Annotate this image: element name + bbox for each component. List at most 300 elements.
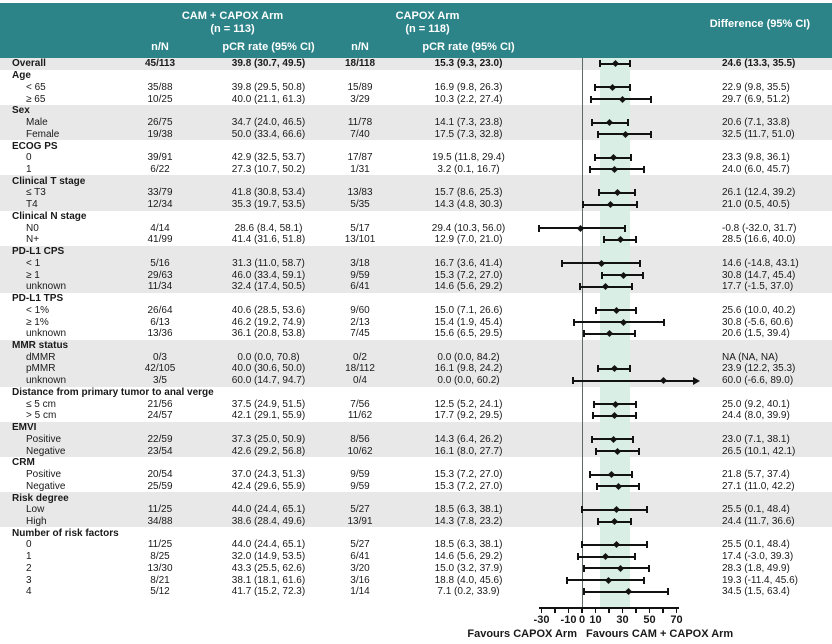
- arrow-right-icon: [693, 377, 700, 385]
- table-row: [0, 93, 832, 105]
- nn-cam-capox: 45/113: [144, 58, 176, 70]
- zero-line: [582, 469, 583, 481]
- row-label: 4: [26, 586, 32, 598]
- nn-capox: 5/17: [350, 222, 370, 234]
- row-label: < 65: [26, 81, 46, 93]
- axis-tick: [595, 609, 597, 613]
- ci-cap-low: [598, 189, 600, 196]
- nn-cam-capox: 8/21: [150, 574, 170, 586]
- ci-cap-low: [590, 96, 592, 103]
- forest-plot-cell: [525, 563, 707, 575]
- row-label: < 1: [26, 257, 41, 269]
- axis-tick-label: 30: [616, 614, 629, 626]
- pcr-capox: 7.1 (0.2, 33.9): [437, 586, 500, 598]
- nn-capox: 1/14: [350, 586, 370, 598]
- ci-cap-high: [631, 283, 633, 290]
- nn-capox: 3/16: [350, 574, 370, 586]
- pcr-capox: 0.0 (0.0, 60.2): [437, 375, 500, 387]
- pcr-capox: 15.3 (7.2, 27.0): [434, 469, 503, 481]
- ci-cap-high: [635, 401, 637, 408]
- group-header-row: [0, 211, 832, 223]
- pcr-cam-capox: 28.6 (8.4, 58.1): [234, 222, 303, 234]
- nn-capox: 8/56: [350, 433, 370, 445]
- ci-cap-low: [573, 319, 575, 326]
- nn-cam-capox: 4/14: [150, 222, 170, 234]
- table-row: [0, 152, 832, 164]
- forest-plot-cell: [525, 387, 707, 399]
- col-header-rate-arm2: pCR rate (95% CI): [422, 41, 515, 53]
- row-label: 2: [26, 562, 32, 574]
- pcr-capox: 18.5 (6.3, 38.1): [434, 504, 503, 516]
- subgroup-name: Distance from primary tumor to anal verge: [12, 386, 214, 398]
- nn-cam-capox: 0/3: [153, 351, 167, 363]
- difference-value: 23.9 (12.2, 35.3): [722, 363, 796, 375]
- pcr-cam-capox: 39.8 (29.5, 50.8): [231, 81, 306, 93]
- table-row: [0, 434, 832, 446]
- table-row: [0, 574, 832, 586]
- nn-cam-capox: 19/38: [147, 128, 173, 140]
- nn-cam-capox: 3/5: [153, 375, 167, 387]
- pcr-capox: 15.7 (8.6, 25.3): [434, 187, 503, 199]
- overall-ci-band: [600, 351, 630, 363]
- group-header-row: [0, 457, 832, 469]
- difference-value: 29.7 (6.9, 51.2): [722, 93, 790, 105]
- nn-capox: 9/59: [350, 269, 370, 281]
- pcr-capox: 14.6 (5.6, 29.2): [434, 551, 503, 563]
- zero-line: [582, 434, 583, 446]
- pcr-capox: 14.3 (6.4, 26.2): [434, 433, 503, 445]
- nn-capox: 3/20: [350, 562, 370, 574]
- forest-plot-cell: [525, 281, 707, 293]
- nn-capox: 13/83: [347, 187, 373, 199]
- pcr-capox: 17.5 (7.3, 32.8): [434, 128, 503, 140]
- zero-line: [582, 152, 583, 164]
- forest-plot-cell: [525, 187, 707, 199]
- table-row: [0, 81, 832, 93]
- zero-line: [582, 93, 583, 105]
- forest-plot-cell: [525, 445, 707, 457]
- forest-plot-cell: [525, 410, 707, 422]
- nn-capox: 5/27: [350, 504, 370, 516]
- zero-line: [582, 516, 583, 528]
- ci-cap-low: [597, 518, 599, 525]
- nn-capox: 6/41: [350, 281, 370, 293]
- pcr-cam-capox: 0.0 (0.0, 70.8): [237, 351, 300, 363]
- zero-line: [582, 563, 583, 575]
- pcr-cam-capox: 31.3 (11.0, 58.7): [232, 257, 305, 269]
- pcr-cam-capox: 42.4 (29.6, 55.9): [231, 480, 306, 492]
- favours-right-label: Favours CAM + CAPOX Arm: [586, 628, 734, 640]
- pcr-cam-capox: 50.0 (33.4, 66.6): [231, 128, 306, 140]
- nn-cam-capox: 42/105: [144, 363, 176, 375]
- zero-line: [582, 351, 583, 363]
- forest-plot-cell: [525, 351, 707, 363]
- table-row: [0, 269, 832, 281]
- forest-plot-cell: [525, 469, 707, 481]
- ci-cap-high: [630, 518, 632, 525]
- nn-capox: 0/2: [353, 351, 367, 363]
- nn-cam-capox: 23/54: [147, 445, 173, 457]
- ci-cap-low: [596, 483, 598, 490]
- difference-value: 30.8 (-5.6, 60.6): [722, 316, 794, 328]
- subgroup-name: PD-L1 TPS: [12, 293, 64, 305]
- difference-value: -0.8 (-32.0, 31.7): [722, 222, 797, 234]
- zero-line: [582, 445, 583, 457]
- zero-line: [582, 58, 583, 70]
- row-label: 3: [26, 574, 32, 586]
- table-row: [0, 187, 832, 199]
- forest-plot-cell: [525, 574, 707, 586]
- zero-line: [582, 246, 583, 258]
- axis-tick: [622, 609, 624, 613]
- pcr-cam-capox: 37.3 (25.0, 50.9): [231, 433, 306, 445]
- table-row: [0, 398, 832, 410]
- pcr-cam-capox: 46.0 (33.4, 59.1): [231, 269, 306, 281]
- row-label: T4: [26, 199, 38, 211]
- difference-value: 27.1 (11.0, 42.2): [722, 480, 795, 492]
- nn-cam-capox: 11/34: [147, 281, 173, 293]
- difference-value: 30.8 (14.7, 45.4): [722, 269, 796, 281]
- zero-line: [582, 234, 583, 246]
- ci-cap-high: [643, 577, 645, 584]
- axis-tick: [608, 609, 610, 613]
- overall-ci-band: [600, 598, 630, 607]
- difference-value: 25.6 (10.0, 40.2): [722, 304, 796, 316]
- axis-tick: [568, 609, 570, 613]
- nn-capox: 18/118: [344, 58, 376, 70]
- zero-line: [582, 422, 583, 434]
- forest-plot-cell: [525, 304, 707, 316]
- pcr-cam-capox: 39.8 (30.7, 49.5): [231, 58, 306, 70]
- pcr-capox: 12.5 (5.2, 24.1): [434, 398, 503, 410]
- table-row: [0, 551, 832, 563]
- pcr-capox: 3.2 (0.1, 16.7): [437, 163, 500, 175]
- nn-cam-capox: 33/79: [147, 187, 173, 199]
- nn-capox: 7/40: [350, 128, 370, 140]
- pcr-cam-capox: 42.6 (29.2, 56.8): [231, 445, 306, 457]
- pcr-capox: 16.1 (8.0, 27.7): [434, 445, 503, 457]
- pcr-capox: 17.7 (9.2, 29.5): [434, 410, 503, 422]
- nn-cam-capox: 13/36: [147, 328, 173, 340]
- table-row: [0, 58, 832, 70]
- zero-line: [582, 527, 583, 539]
- group-header-row: [0, 492, 832, 504]
- forest-plot-cell: [525, 128, 707, 140]
- pcr-capox: 14.3 (4.8, 30.3): [434, 199, 503, 211]
- nn-capox: 3/29: [350, 93, 370, 105]
- pcr-cam-capox: 32.0 (14.9, 53.5): [231, 551, 306, 563]
- difference-value: 17.4 (-3.0, 39.3): [722, 551, 794, 563]
- row-label: ≤ 5 cm: [26, 398, 56, 410]
- zero-line: [582, 410, 583, 422]
- ci-cap-low: [591, 119, 593, 126]
- ci-cap-low: [566, 577, 568, 584]
- nn-capox: 13/91: [347, 516, 373, 527]
- table-row: [0, 516, 832, 528]
- ci-cap-high: [631, 471, 633, 478]
- overall-ci-band: [600, 340, 630, 352]
- zero-line: [582, 117, 583, 129]
- pcr-capox: 15.3 (7.2, 27.0): [434, 269, 503, 281]
- nn-cam-capox: 20/54: [147, 469, 173, 481]
- table-row: [0, 504, 832, 516]
- row-label: N+: [26, 234, 40, 246]
- forest-plot-cell: [525, 480, 707, 492]
- table-row: [0, 117, 832, 129]
- pcr-cam-capox: 40.0 (30.6, 50.0): [231, 363, 306, 375]
- forest-plot-cell: [525, 586, 707, 598]
- ci-cap-high: [642, 272, 644, 279]
- ci-cap-low: [601, 272, 603, 279]
- nn-cam-capox: 13/30: [147, 562, 173, 574]
- ci-cap-low: [595, 448, 597, 455]
- row-label: dMMR: [26, 351, 56, 363]
- table-row: [0, 563, 832, 575]
- zero-line: [582, 164, 583, 176]
- ci-cap-high: [635, 412, 637, 419]
- difference-header: Difference (95% CI): [709, 18, 810, 30]
- pcr-cam-capox: 32.4 (17.4, 50.5): [231, 281, 306, 293]
- ci-cap-high: [629, 365, 631, 372]
- nn-cam-capox: 10/25: [147, 93, 173, 105]
- axis-tick-label: 10: [589, 614, 602, 626]
- overall-ci-band: [600, 211, 630, 223]
- table-row: [0, 281, 832, 293]
- difference-value: NA (NA, NA): [722, 351, 779, 363]
- zero-line: [582, 457, 583, 469]
- ci-cap-high: [638, 448, 640, 455]
- col-header-nn-arm2: n/N: [351, 41, 369, 53]
- row-label: pMMR: [26, 363, 56, 375]
- pcr-cam-capox: 46.2 (19.2, 74.9): [231, 316, 306, 328]
- forest-plot-cell: [525, 175, 707, 187]
- pcr-capox: 14.3 (7.8, 23.2): [434, 516, 503, 527]
- pcr-cam-capox: 37.0 (24.3, 51.3): [231, 469, 306, 481]
- ci-cap-high: [629, 60, 631, 67]
- nn-cam-capox: 6/13: [150, 316, 170, 328]
- pcr-cam-capox: 44.0 (24.4, 65.1): [231, 504, 306, 516]
- ci-cap-high: [639, 260, 641, 267]
- table-body: [0, 58, 832, 598]
- difference-value: 21.8 (5.7, 37.4): [722, 469, 790, 481]
- pcr-capox: 0.0 (0.0, 84.2): [437, 351, 500, 363]
- subgroup-name: EMVI: [12, 422, 37, 434]
- overall-ci-band: [600, 422, 630, 434]
- overall-ci-band: [600, 492, 630, 504]
- axis-tick-label: -10: [560, 614, 577, 626]
- forest-plot-cell: [525, 81, 707, 93]
- axis-tick: [662, 609, 664, 613]
- forest-plot-cell: [525, 199, 707, 211]
- zero-line: [582, 140, 583, 152]
- forest-plot-cell: [525, 234, 707, 246]
- nn-capox: 9/59: [350, 469, 370, 481]
- overall-ci-band: [600, 246, 630, 258]
- table-row: [0, 469, 832, 481]
- forest-plot-cell: [525, 539, 707, 551]
- zero-line: [582, 187, 583, 199]
- axis-tick-label: 70: [670, 614, 683, 626]
- forest-plot-cell: [525, 58, 707, 70]
- difference-value: 25.0 (9.2, 40.1): [722, 398, 790, 410]
- ci-cap-high: [638, 483, 640, 490]
- row-label: Negative: [26, 480, 66, 492]
- table-header: [0, 3, 832, 58]
- row-label: ≥ 1%: [26, 316, 49, 328]
- pcr-cam-capox: 40.6 (28.5, 53.6): [231, 304, 306, 316]
- zero-line: [582, 480, 583, 492]
- row-label: ≥ 65: [26, 93, 46, 105]
- overall-ci-band: [600, 293, 630, 305]
- zero-line: [582, 304, 583, 316]
- forest-plot-cell: [525, 316, 707, 328]
- row-label: 1: [26, 551, 32, 563]
- pcr-cam-capox: 38.1 (18.1, 61.6): [231, 574, 306, 586]
- pcr-capox: 10.3 (2.2, 27.4): [434, 93, 503, 105]
- pcr-cam-capox: 41.8 (30.8, 53.4): [231, 187, 306, 199]
- ci-cap-high: [650, 96, 652, 103]
- group-header-row: [0, 246, 832, 258]
- table-row: [0, 316, 832, 328]
- nn-cam-capox: 6/22: [150, 163, 170, 175]
- forest-plot-cell: [525, 328, 707, 340]
- arm1-n: (n = 113): [210, 23, 255, 35]
- col-header-rate-arm1: pCR rate (95% CI): [222, 41, 315, 53]
- arm2-header: [330, 10, 525, 36]
- point-estimate-marker: [659, 377, 666, 384]
- table-row: [0, 128, 832, 140]
- nn-cam-capox: 21/56: [147, 398, 173, 410]
- group-header-row: [0, 70, 832, 82]
- table-row: [0, 539, 832, 551]
- nn-capox: 3/18: [350, 257, 370, 269]
- pcr-capox: 16.9 (9.8, 26.3): [434, 81, 503, 93]
- nn-capox: 0/4: [353, 375, 367, 387]
- ci-cap-low: [582, 201, 584, 208]
- forest-plot-cell: [525, 211, 707, 223]
- ci-cap-low: [603, 236, 605, 243]
- group-header-row: [0, 175, 832, 187]
- nn-capox: 11/62: [347, 410, 373, 422]
- difference-value: 34.5 (1.5, 63.4): [722, 586, 790, 598]
- nn-cam-capox: 39/91: [147, 152, 173, 164]
- pcr-cam-capox: 41.7 (15.2, 72.3): [231, 586, 306, 598]
- row-label: Female: [26, 128, 60, 140]
- subgroup-name: Clinical T stage: [12, 175, 86, 187]
- forest-plot-cell: [525, 257, 707, 269]
- pcr-cam-capox: 38.6 (28.4, 49.6): [231, 516, 306, 527]
- forest-plot-cell: [525, 457, 707, 469]
- nn-cam-capox: 34/88: [147, 516, 173, 527]
- forest-plot-cell: [525, 504, 707, 516]
- pcr-capox: 15.3 (9.3, 23.0): [434, 58, 503, 70]
- ci-cap-low: [597, 131, 599, 138]
- table-row: [0, 304, 832, 316]
- arm1-header: [135, 10, 330, 36]
- nn-capox: 6/41: [350, 551, 370, 563]
- arm2-title: CAPOX Arm: [395, 10, 460, 22]
- overall-ci-band: [600, 527, 630, 539]
- table-row: [0, 363, 832, 375]
- overall-ci-band: [600, 105, 630, 117]
- pcr-cam-capox: 42.1 (29.1, 55.9): [231, 410, 306, 422]
- subgroup-name: Clinical N stage: [12, 210, 87, 222]
- zero-line: [582, 128, 583, 140]
- ci-cap-low: [583, 330, 585, 337]
- difference-value: 14.6 (-14.8, 43.1): [722, 257, 799, 269]
- pcr-capox: 15.3 (7.2, 27.0): [434, 480, 503, 492]
- zero-line: [582, 269, 583, 281]
- overall-ci-band: [600, 70, 630, 82]
- difference-value: 28.5 (16.6, 40.0): [722, 234, 796, 246]
- difference-value: 28.3 (1.8, 49.9): [722, 562, 790, 574]
- row-label: Low: [26, 504, 45, 516]
- nn-cam-capox: 8/25: [150, 551, 170, 563]
- axis-tick-label: 50: [643, 614, 656, 626]
- arm2-n: (n = 118): [405, 23, 450, 35]
- nn-capox: 9/60: [350, 304, 370, 316]
- zero-line: [582, 105, 583, 117]
- group-header-row: [0, 140, 832, 152]
- row-label: Negative: [26, 445, 66, 457]
- forest-plot-cell: [525, 140, 707, 152]
- ci-cap-high: [646, 541, 648, 548]
- pcr-cam-capox: 42.9 (32.5, 53.7): [231, 152, 306, 164]
- pcr-capox: 15.6 (6.5, 29.5): [434, 328, 503, 340]
- table-row: [0, 445, 832, 457]
- ci-cap-high: [627, 119, 629, 126]
- nn-cam-capox: 41/99: [147, 234, 173, 246]
- pcr-cam-capox: 40.0 (21.1, 61.3): [231, 93, 306, 105]
- ci-cap-high: [648, 565, 650, 572]
- nn-cam-capox: 22/59: [147, 433, 173, 445]
- nn-capox: 1/31: [350, 163, 370, 175]
- pcr-cam-capox: 27.3 (10.7, 50.2): [231, 163, 306, 175]
- ci-cap-high: [634, 553, 636, 560]
- ci-cap-low: [583, 588, 585, 595]
- subgroup-name: PD-L1 CPS: [12, 246, 65, 258]
- nn-cam-capox: 5/16: [150, 257, 170, 269]
- ci-cap-low: [581, 506, 583, 513]
- row-label: unknown: [26, 328, 67, 340]
- table-row: [0, 222, 832, 234]
- nn-capox: 5/35: [350, 199, 370, 211]
- arm1-title: CAM + CAPOX Arm: [181, 10, 284, 22]
- row-label: Positive: [26, 433, 62, 445]
- ci-cap-low: [561, 260, 563, 267]
- pcr-cam-capox: 35.3 (19.7, 53.5): [231, 199, 306, 211]
- forest-plot-cell: [525, 551, 707, 563]
- row-label: High: [26, 516, 47, 527]
- axis-tick: [649, 609, 651, 613]
- difference-value: 24.4 (11.7, 36.6): [722, 516, 795, 527]
- ci-cap-low: [572, 377, 574, 384]
- zero-line: [582, 175, 583, 187]
- difference-value: 24.4 (8.0, 39.9): [722, 410, 790, 422]
- ci-cap-high: [635, 236, 637, 243]
- subgroup-name: Risk degree: [12, 492, 69, 504]
- ci-cap-low: [577, 553, 579, 560]
- difference-value: 20.6 (1.5, 39.4): [722, 328, 790, 340]
- table-row: [0, 234, 832, 246]
- pcr-cam-capox: 60.0 (14.7, 94.7): [231, 375, 306, 387]
- table-row: [0, 257, 832, 269]
- axis-tick: [676, 609, 678, 613]
- row-label: 0: [26, 152, 32, 164]
- subgroup-name: MMR status: [12, 339, 69, 351]
- group-header-row: [0, 422, 832, 434]
- group-header-row: [0, 105, 832, 117]
